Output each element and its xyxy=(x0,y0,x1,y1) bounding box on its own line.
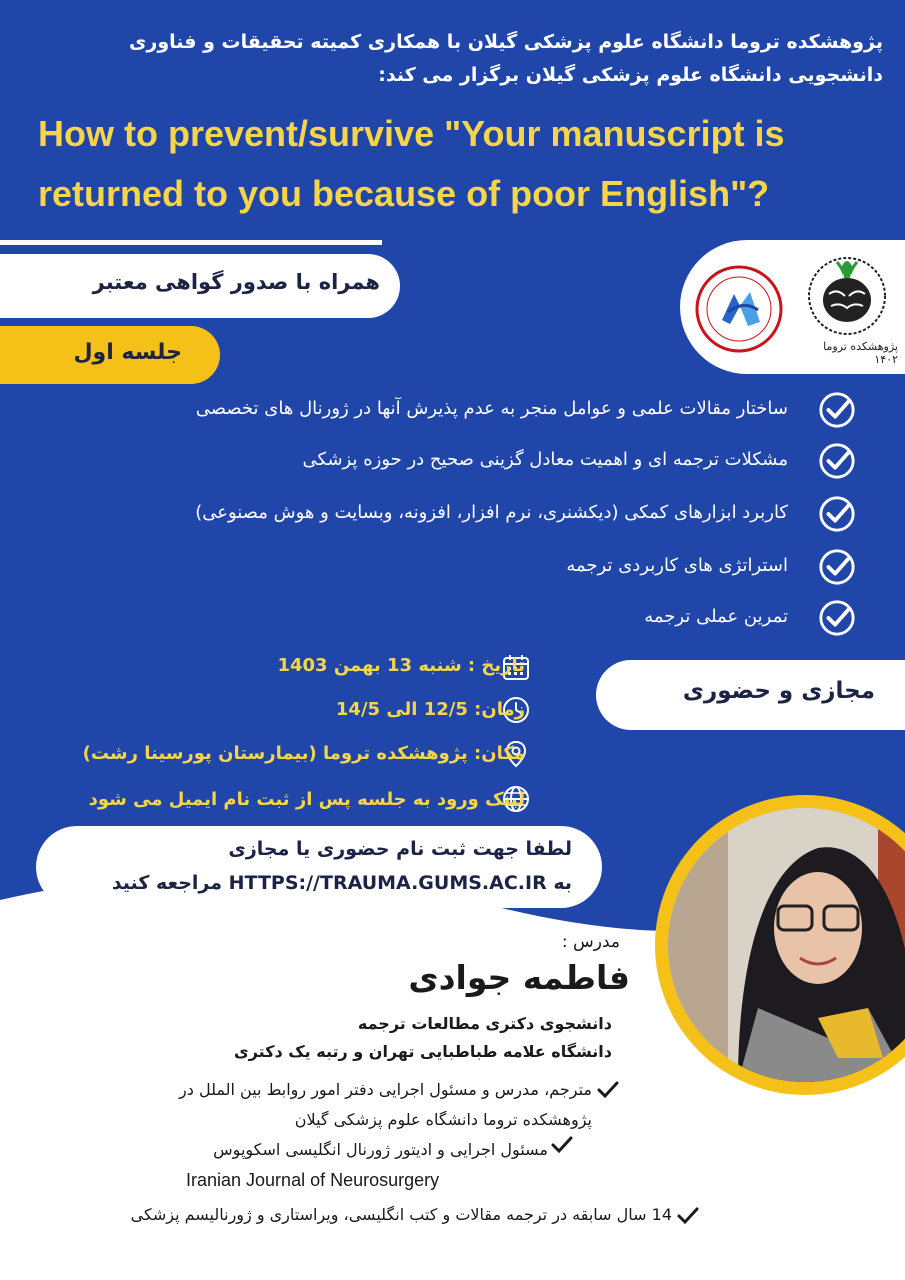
event-place: مکان: پژوهشکده تروما (بیمارستان پورسینا رشت) xyxy=(82,743,525,764)
certificate-text: همراه با صدور گواهی معتبر xyxy=(92,270,380,294)
check-circle-icon xyxy=(818,548,856,586)
instructor-name: فاطمه جوادی xyxy=(408,958,630,997)
bio-bullet-2-line-1: مسئول اجرایی و ادیتور ژورنال انگلیسی اسکوپوس xyxy=(213,1140,548,1159)
registration-line-1: لطفا جهت ثبت نام حضوری یا مجازی xyxy=(228,838,572,860)
topic-item: ساختار مقالات علمی و عوامل منجر به عدم پذیرش آنها در ژورنال های تخصصی xyxy=(195,398,788,419)
intro-line-2: دانشجویی دانشگاه علوم پزشکی گیلان برگزار می کند: xyxy=(378,64,883,86)
bio-bullet-3: 14 سال سابقه در ترجمه مقالات و کتب انگلیسی، ویراستاری و ژورنالیسم پزشکی xyxy=(130,1205,672,1224)
checkmark-icon xyxy=(596,1078,620,1102)
registration-line-2[interactable]: به HTTPS://TRAUMA.GUMS.AC.IR مراجعه کنید xyxy=(111,872,572,894)
title-line-1: How to prevent/survive "Your manuscript is xyxy=(38,113,785,154)
event-date: تاریخ : شنبه 13 بهمن 1403 xyxy=(277,655,525,676)
event-link-note: لینک ورود به جلسه پس از ثبت نام ایمیل می شود xyxy=(88,789,525,810)
checkmark-icon xyxy=(550,1133,574,1157)
instructor-degree-1: دانشجوی دکتری مطالعات ترجمه xyxy=(357,1014,612,1033)
check-circle-icon xyxy=(818,442,856,480)
title-line-2: returned to you because of poor English"? xyxy=(38,173,770,214)
check-circle-icon xyxy=(818,599,856,637)
check-circle-icon xyxy=(818,391,856,429)
mode-pill xyxy=(596,660,905,730)
instructor-degree-2: دانشگاه علامه طباطبایی تهران و رتبه یک دکتری xyxy=(234,1042,612,1061)
checkmark-icon xyxy=(676,1204,700,1228)
topic-item: تمرین عملی ترجمه xyxy=(644,606,788,627)
topic-item: استراتژی های کاربردی ترجمه xyxy=(566,555,788,576)
bio-bullet-1-line-2: پژوهشکده تروما دانشگاه علوم پزشکی گیلان xyxy=(294,1110,592,1129)
topic-item: مشکلات ترجمه ای و اهمیت معادل گزینی صحیح در حوزه پزشکی xyxy=(302,449,788,470)
registration-pill xyxy=(36,826,602,908)
topic-item: کاربرد ابزارهای کمکی (دیکشنری، نرم افزار، افزونه، وبسایت و هوش مصنوعی) xyxy=(195,502,788,523)
event-time: زمان: 12/5 الی 14/5 xyxy=(335,699,525,720)
session-text: جلسه اول xyxy=(73,340,182,365)
trauma-logo-caption: پژوهشکده تروما ۱۴۰۲ xyxy=(823,340,898,366)
intro-line-1: پژوهشکده تروما دانشگاه علوم پزشکی گیلان با همکاری کمیته تحقیقات و فناوری xyxy=(129,31,883,53)
bio-bullet-2-line-2: Iranian Journal of Neurosurgery xyxy=(186,1170,440,1190)
check-circle-icon xyxy=(818,495,856,533)
mode-text: مجازی و حضوری xyxy=(682,678,875,704)
instructor-label: مدرس : xyxy=(561,932,620,952)
bio-bullet-1-line-1: مترجم، مدرس و مسئول اجرایی دفتر امور روابط بین الملل در xyxy=(179,1080,592,1099)
